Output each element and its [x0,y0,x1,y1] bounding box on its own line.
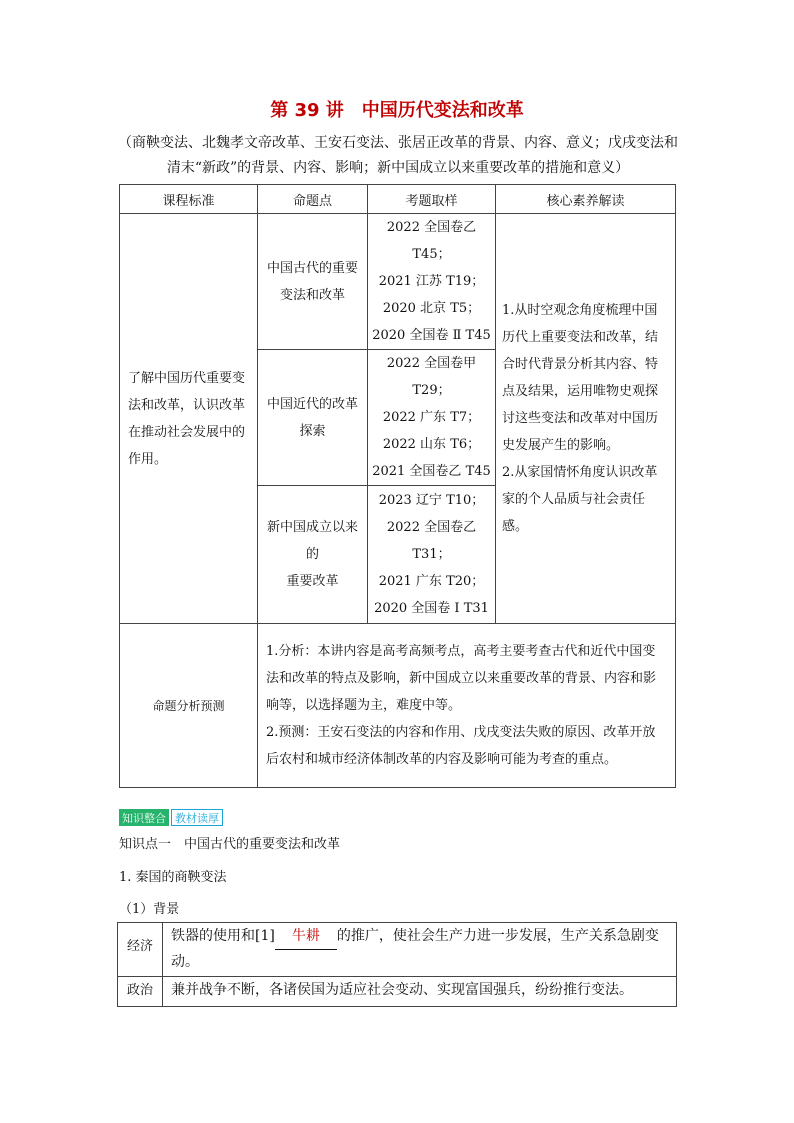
exam-item: 2020 北京 T5； [382,301,481,316]
exam-item: 2022 全国卷甲 [386,356,477,371]
table-row [118,977,677,1007]
analysis-cell [258,624,676,788]
point-line: 的 [305,547,319,562]
table-row [120,624,676,788]
exam-list-modern [368,350,496,486]
exam-item: 2022 广东 T7； [382,410,481,425]
point-modern: 中国近代的改革探索 [258,350,368,486]
analysis-label: 命题分析预测 [120,624,258,788]
point-line: 重要改革 [286,574,339,589]
page-subtitle: （商鞅变法、北魏孝文帝改革、王安石变法、张居正改革的背景、内容、意义；戊戌变法和清末“新政”的背景、内容、影响；新中国成立以来重要改革的措施和意义） [118,135,678,176]
analysis-text: 1.分析：本讲内容是高考高频考点，高考主要考查古代和近代中国变法和改革的特点及影响，新中国成立以来重要改革的背景、内容和影响等，以选择题为主，难度中等。 [266,644,657,713]
exam-list-ancient [368,214,496,350]
row-label-economy: 经济 [118,923,163,977]
subsection-heading: （1）背景 [119,902,180,917]
overview-table [119,184,676,788]
course-standard-cell: 了解中国历代重要变法和改革，认识改革在推动社会发展中的作用。 [120,214,258,624]
table-row [120,214,676,350]
text-before: 铁器的使用和[1] [171,928,275,944]
badge-textbook: 教材读厚 [171,809,223,826]
exam-item: 2020 全国卷 Ⅱ T45 [372,328,491,343]
section-heading: 1. 秦国的商鞅变法 [119,870,227,885]
point-line: 新中国成立以来 [266,520,358,535]
exam-item: 2020 全国卷 Ⅰ T31 [374,601,489,616]
exam-item: T29； [412,383,451,398]
economy-text [163,923,677,977]
exam-item: T31； [412,547,451,562]
politics-text: 兼并战争不断，各诸侯国为适应社会变动、实现富国强兵，纷纷推行变法。 [163,977,677,1007]
header-point: 命题点 [258,185,368,214]
section-badges [119,809,223,826]
page-title: 第 39 讲 中国历代变法和改革 [270,100,524,121]
fill-blank-answer: 牛耕 [275,924,337,950]
header-exam: 考题取样 [368,185,496,214]
core-text: 1.从时空观念角度梳理中国历代上重要变法和改革，结合时代背景分析其内容、特点及结果，运用唯物史观探讨这些变法和改革对中国历史发展产生的影响。 2.从家国情怀角度认识改革家的个人品质与社会责任感。 [502,303,659,534]
knowledge-point-heading: 知识点一 中国古代的重要变法和改革 [119,837,341,852]
exam-item: 2022 山东 T6； [382,437,481,452]
exam-item: 2021 全国卷乙 T45 [372,464,491,479]
exam-item: 2021 广东 T20； [378,574,485,589]
table-row [118,923,677,977]
exam-item: 2021 江苏 T19； [378,274,485,289]
exam-item: T45； [412,247,451,262]
exam-item: 2023 辽宁 T10； [378,493,485,508]
exam-item: 2022 全国卷乙 [386,520,477,535]
core-literacy-cell [496,214,676,624]
prediction-text: 2.预测：王安石变法的内容和作用、戊戌变法失败的原因、改革开放后农村和城市经济体制改革的内容及影响可能为考查的重点。 [266,725,656,767]
table-header-row [120,185,676,214]
point-ancient: 中国古代的重要变法和改革 [258,214,368,350]
exam-list-new-china [368,486,496,624]
header-core: 核心素养解读 [496,185,676,214]
exam-item: 2022 全国卷乙 [386,220,477,235]
point-new-china [258,486,368,624]
badge-knowledge: 知识整合 [119,809,169,826]
text-after: 的推广，使社会生产力进一步发展，生产关系急剧变动。 [171,928,659,970]
header-standard: 课程标准 [120,185,258,214]
background-table [117,922,677,1007]
row-label-politics: 政治 [118,977,163,1007]
